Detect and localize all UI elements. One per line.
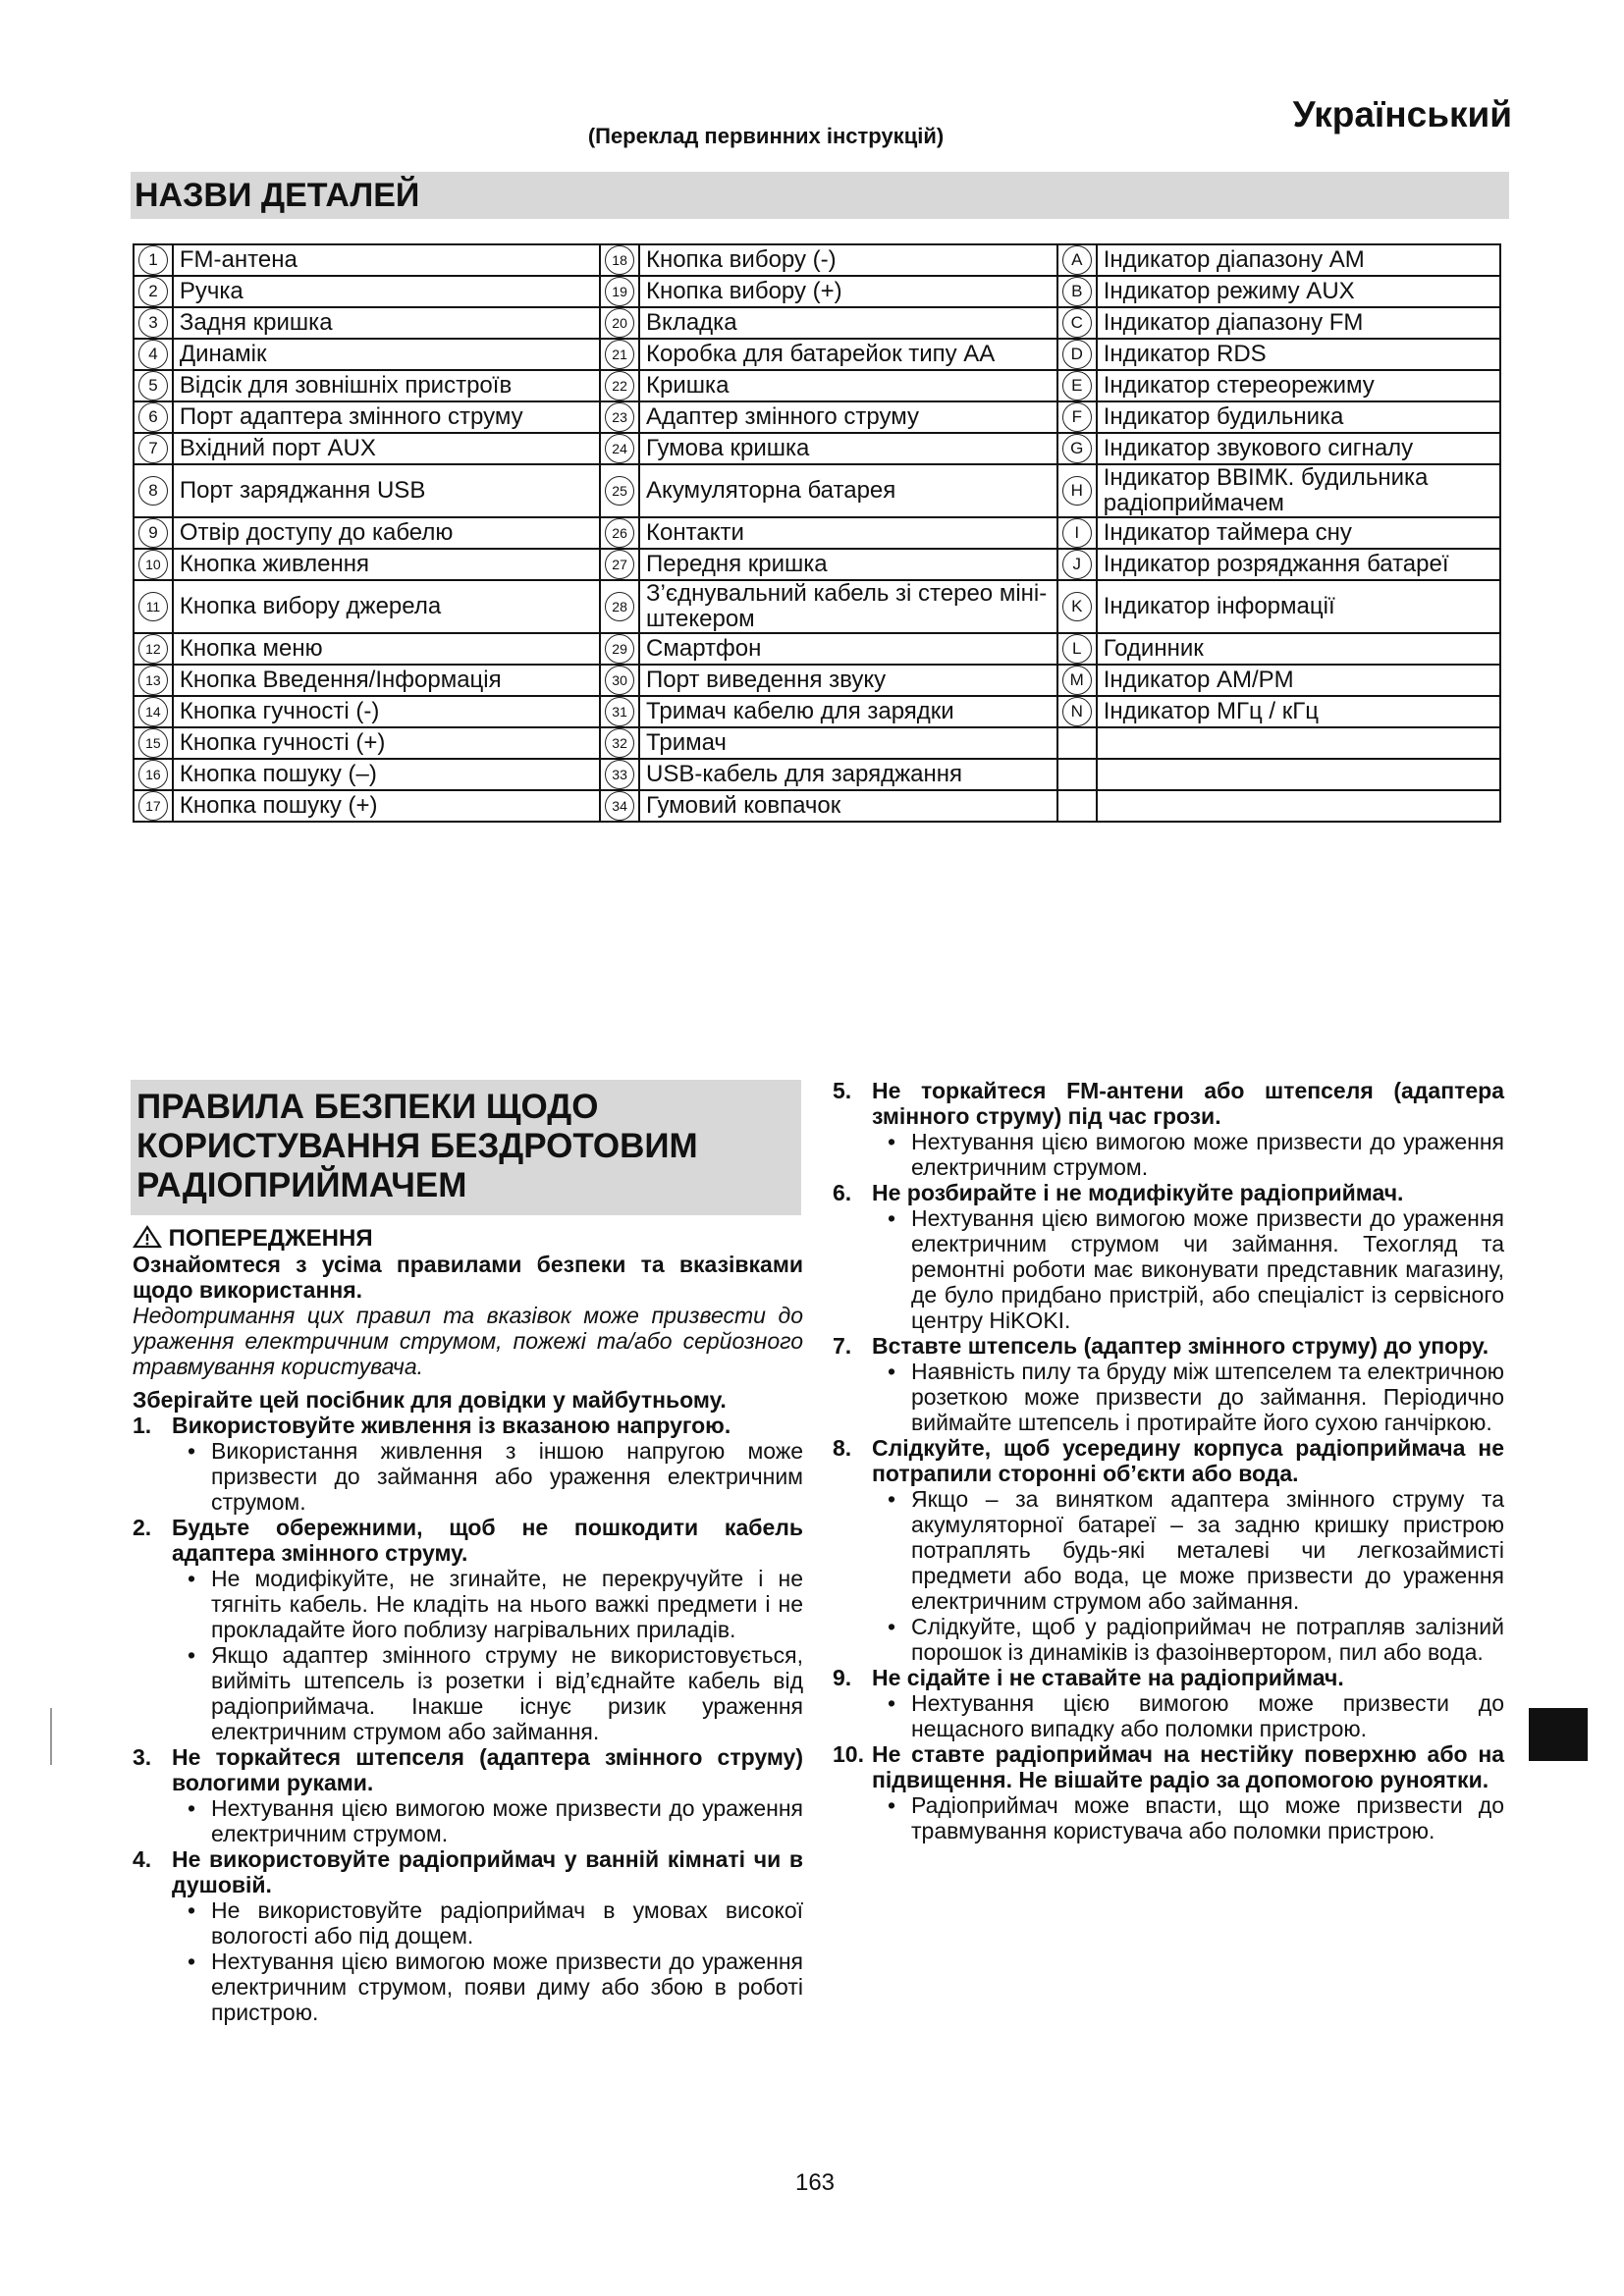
part-name-cell: Кнопка вибору (-) [639, 244, 1057, 276]
part-number-cell [134, 696, 173, 727]
part-name-cell [1097, 727, 1500, 759]
part-name-cell: Кнопка меню [173, 633, 600, 665]
circled-number: 27 [605, 550, 634, 579]
part-number-cell [134, 401, 173, 433]
circled-number: 4 [138, 340, 168, 369]
item-number: 2. [133, 1515, 152, 1540]
part-number-cell [600, 580, 639, 633]
part-number-cell [134, 517, 173, 549]
part-number-cell [134, 307, 173, 339]
part-number-cell [600, 633, 639, 665]
part-name-cell: З’єднувальний кабель зі стерео міні-штекером [639, 580, 1057, 633]
part-name-cell: Кнопка гучності (-) [173, 696, 600, 727]
intro-bold: Ознайомтеся з усіма правилами безпеки та вказівками щодо використання. [133, 1252, 803, 1303]
part-name-cell: Індикатор діапазону FM [1097, 307, 1500, 339]
circled-number: 15 [138, 728, 168, 758]
circled-number: 3 [138, 308, 168, 338]
part-number-cell [600, 244, 639, 276]
part-name-cell: Кнопка Введення/Інформація [173, 665, 600, 696]
part-number-cell [1057, 696, 1097, 727]
part-number-cell [1057, 665, 1097, 696]
part-name-cell: Кнопка вибору (+) [639, 276, 1057, 307]
part-name-cell: Кришка [639, 370, 1057, 401]
circled-number: 32 [605, 728, 634, 758]
item-title: Не торкайтеся штепселя (адаптера змінного струму) вологими руками. [172, 1744, 803, 1795]
item-bullet: • Нехтування цією вимогою може призвести до нещасного випадку або поломки пристрою. [887, 1690, 1504, 1741]
circled-number: 33 [605, 760, 634, 789]
parts-row [134, 580, 1500, 633]
item-title: Вставте штепсель (адаптер змінного струму) до упору. [872, 1333, 1489, 1359]
circled-number: 14 [138, 697, 168, 726]
edge-tab-marker [1529, 1708, 1588, 1761]
part-number-cell [1057, 401, 1097, 433]
margin-mark [50, 1708, 52, 1765]
circled-number: 2 [138, 277, 168, 306]
part-name-cell: Годинник [1097, 633, 1500, 665]
parts-section-heading: НАЗВИ ДЕТАЛЕЙ [131, 172, 1509, 219]
circled-number: 13 [138, 666, 168, 695]
parts-row [134, 276, 1500, 307]
part-number-cell [600, 464, 639, 517]
safety-title-line: КОРИСТУВАННЯ БЕЗДРОТОВИМ [136, 1127, 698, 1165]
part-number-cell [600, 433, 639, 464]
part-name-cell: Індикатор AM/PM [1097, 665, 1500, 696]
item-title: Не використовуйте радіоприймач у ванній кімнаті чи в душовій. [172, 1846, 803, 1897]
item-number: 9. [833, 1665, 852, 1690]
safety-left-column [133, 1225, 803, 2025]
part-name-cell: Гумова кришка [639, 433, 1057, 464]
part-name-cell: Смартфон [639, 633, 1057, 665]
circled-number: 7 [138, 434, 168, 463]
safety-title-line: ПРАВИЛА БЕЗПЕКИ ЩОДО [136, 1088, 599, 1126]
parts-row [134, 433, 1500, 464]
part-name-cell: Порт заряджання USB [173, 464, 600, 517]
circled-number: 12 [138, 634, 168, 664]
circled-number: 16 [138, 760, 168, 789]
parts-row [134, 517, 1500, 549]
part-number-cell [134, 633, 173, 665]
part-name-cell: Відсік для зовнішніх пристроїв [173, 370, 600, 401]
circled-number: 26 [605, 518, 634, 548]
circled-number: 34 [605, 791, 634, 821]
part-name-cell: Отвір доступу до кабелю [173, 517, 600, 549]
item-bullet: • Слідкуйте, щоб у радіоприймач не потрапляв залізний порошок із динаміків із фазоінвертором, пил або вода. [887, 1614, 1504, 1665]
item-bullet: • Нехтування цією вимогою може призвести до ураження електричним струмом чи займання. Техогляд та ремонтні роботи має виконувати представник магазину, де було придбано пристрій, або спеціаліст із сервісного центру HiKOKI. [887, 1205, 1504, 1333]
part-name-cell: Індикатор діапазону AM [1097, 244, 1500, 276]
circled-number: 17 [138, 791, 168, 821]
circled-number: C [1062, 308, 1092, 338]
circled-number: 10 [138, 550, 168, 579]
part-name-cell: Індикатор RDS [1097, 339, 1500, 370]
part-name-cell: Адаптер змінного струму [639, 401, 1057, 433]
part-name-cell [1097, 790, 1500, 822]
part-name-cell: Індикатор будильника [1097, 401, 1500, 433]
item-bullet: • Наявність пилу та бруду між штепселем та електричною розеткою може призвести до займання. Періодично виймайте штепсель і протирайте його сухою ганчіркою. [887, 1359, 1504, 1435]
circled-number: 31 [605, 697, 634, 726]
part-number-cell [1057, 790, 1097, 822]
part-number-cell [134, 433, 173, 464]
part-number-cell [134, 790, 173, 822]
part-number-cell [1057, 727, 1097, 759]
circled-number: 20 [605, 308, 634, 338]
circled-number: I [1062, 518, 1092, 548]
part-number-cell [134, 339, 173, 370]
circled-number: M [1062, 666, 1092, 695]
part-number-cell [1057, 517, 1097, 549]
item-number: 5. [833, 1078, 852, 1103]
part-number-cell [1057, 244, 1097, 276]
safety-item [133, 1846, 803, 2025]
circled-number: 19 [605, 277, 634, 306]
circled-number: 1 [138, 245, 168, 275]
part-number-cell [134, 370, 173, 401]
safety-title-line: РАДІОПРИЙМАЧЕМ [136, 1166, 467, 1204]
item-bullet: • Нехтування цією вимогою може призвести до ураження електричним струмом. [887, 1129, 1504, 1180]
keep-manual-note: Зберігайте цей посібник для довідки у майбутньому. [133, 1387, 727, 1413]
circled-number: H [1062, 476, 1092, 506]
parts-row [134, 727, 1500, 759]
part-number-cell [1057, 339, 1097, 370]
circled-number: G [1062, 434, 1092, 463]
circled-number: D [1062, 340, 1092, 369]
safety-item [833, 1741, 1504, 1843]
parts-row [134, 307, 1500, 339]
circled-number: K [1062, 592, 1092, 621]
part-number-cell [600, 665, 639, 696]
part-number-cell [600, 339, 639, 370]
part-name-cell: Індикатор таймера сну [1097, 517, 1500, 549]
item-number: 4. [133, 1846, 152, 1872]
safety-item [833, 1078, 1504, 1180]
part-name-cell: Вкладка [639, 307, 1057, 339]
warning-triangle-icon [133, 1225, 162, 1249]
circled-number: 8 [138, 476, 168, 506]
parts-row [134, 549, 1500, 580]
part-name-cell: Індикатор розряджання батареї [1097, 549, 1500, 580]
part-number-cell [1057, 633, 1097, 665]
part-number-cell [600, 276, 639, 307]
safety-section-heading [131, 1080, 801, 1215]
part-name-cell: Задня кришка [173, 307, 600, 339]
part-number-cell [600, 307, 639, 339]
item-title: Не торкайтеся FM-антени або штепселя (адаптера змінного струму) під час грози. [872, 1078, 1504, 1129]
item-bullet: • Нехтування цією вимогою може призвести до ураження електричним струмом. [187, 1795, 803, 1846]
item-title: Використовуйте живлення із вказаною напругою. [172, 1413, 731, 1438]
parts-row [134, 339, 1500, 370]
parts-row [134, 696, 1500, 727]
part-name-cell: Порт адаптера змінного струму [173, 401, 600, 433]
parts-row [134, 790, 1500, 822]
part-number-cell [600, 696, 639, 727]
circled-number: 18 [605, 245, 634, 275]
intro-italic: Недотримання цих правил та вказівок може призвести до ураження електричним струмом, пожежі та/або серйозного травмування користувача. [133, 1303, 803, 1379]
circled-number: B [1062, 277, 1092, 306]
part-name-cell: Коробка для батарейок типу AA [639, 339, 1057, 370]
part-number-cell [134, 727, 173, 759]
part-name-cell: Кнопка пошуку (+) [173, 790, 600, 822]
part-number-cell [134, 549, 173, 580]
parts-row [134, 401, 1500, 433]
circled-number: J [1062, 550, 1092, 579]
part-number-cell [1057, 549, 1097, 580]
part-name-cell: FM-антена [173, 244, 600, 276]
safety-item [133, 1515, 803, 1744]
part-number-cell [134, 464, 173, 517]
part-name-cell: Кнопка живлення [173, 549, 600, 580]
circled-number: 25 [605, 476, 634, 506]
circled-number: E [1062, 371, 1092, 400]
part-name-cell: Динамік [173, 339, 600, 370]
circled-number: 21 [605, 340, 634, 369]
item-number: 1. [133, 1413, 152, 1438]
part-name-cell: Гумовий ковпачок [639, 790, 1057, 822]
parts-row [134, 633, 1500, 665]
part-number-cell [600, 401, 639, 433]
safety-item [833, 1665, 1504, 1741]
item-number: 8. [833, 1435, 852, 1461]
circled-number: 5 [138, 371, 168, 400]
part-name-cell: Індикатор звукового сигналу [1097, 433, 1500, 464]
item-number: 7. [833, 1333, 852, 1359]
part-name-cell: Індикатор інформації [1097, 580, 1500, 633]
part-number-cell [600, 370, 639, 401]
part-name-cell: Порт виведення звуку [639, 665, 1057, 696]
item-bullet: • Радіоприймач може впасти, що може призвести до травмування користувача або поломки пристрою. [887, 1792, 1504, 1843]
safety-item [833, 1435, 1504, 1665]
part-name-cell: USB-кабель для заряджання [639, 759, 1057, 790]
part-name-cell: Ручка [173, 276, 600, 307]
circled-number: 29 [605, 634, 634, 664]
circled-number: 23 [605, 402, 634, 432]
part-name-cell: Тримач кабелю для зарядки [639, 696, 1057, 727]
part-name-cell: Кнопка гучності (+) [173, 727, 600, 759]
item-number: 10. [833, 1741, 864, 1767]
part-number-cell [134, 580, 173, 633]
item-bullet: • Нехтування цією вимогою може призвести до ураження електричним струмом, появи диму або збою в роботі пристрою. [187, 1949, 803, 2025]
parts-row [134, 665, 1500, 696]
item-bullet: • Якщо – за винятком адаптера змінного струму та акумуляторної батареї – за задню кришку пристрою потраплять будь-які металеві чи легкозаймисті предмети або вода, це може призвести до ураження електричним струмом або займання. [887, 1486, 1504, 1614]
part-number-cell [1057, 433, 1097, 464]
circled-number: N [1062, 697, 1092, 726]
translation-subtitle: (Переклад первинних інструкцій) [587, 124, 945, 148]
part-number-cell [1057, 307, 1097, 339]
item-title: Не ставте радіоприймач на нестійку поверхню або на підвищення. Не вішайте радіо за допомогою руноятки. [872, 1741, 1504, 1792]
part-name-cell: Тримач [639, 727, 1057, 759]
part-name-cell: Кнопка вибору джерела [173, 580, 600, 633]
circled-number: 24 [605, 434, 634, 463]
safety-item [833, 1333, 1504, 1435]
item-bullet: • Якщо адаптер змінного струму не використовується, вийміть штепсель із розетки і від’єднайте кабель від радіоприймача. Інакше існує ризик ураження електричним струмом або займання. [187, 1642, 803, 1744]
safety-item [133, 1413, 803, 1515]
item-bullet: • Не використовуйте радіоприймач в умовах високої вологості або під дощем. [187, 1897, 803, 1949]
part-number-cell [134, 665, 173, 696]
item-title: Будьте обережними, щоб не пошкодити кабель адаптера змінного струму. [172, 1515, 803, 1566]
part-name-cell: Індикатор ВВІМК. будильника радіоприймачем [1097, 464, 1500, 517]
warning-heading [133, 1225, 803, 1252]
part-number-cell [600, 549, 639, 580]
part-number-cell [134, 244, 173, 276]
language-title: Український [1292, 94, 1512, 134]
circled-number: F [1062, 402, 1092, 432]
item-bullet: • Використання живлення з іншою напругою може призвести до займання або ураження електричним струмом. [187, 1438, 803, 1515]
part-number-cell [134, 759, 173, 790]
item-title: Не сідайте і не ставайте на радіоприймач. [872, 1665, 1344, 1690]
part-number-cell [600, 759, 639, 790]
warning-label: ПОПЕРЕДЖЕННЯ [168, 1225, 373, 1252]
part-name-cell [1097, 759, 1500, 790]
circled-number: 9 [138, 518, 168, 548]
item-title: Не розбирайте і не модифікуйте радіоприймач. [872, 1180, 1404, 1205]
circled-number: 6 [138, 402, 168, 432]
part-name-cell: Кнопка пошуку (–) [173, 759, 600, 790]
circled-number: 30 [605, 666, 634, 695]
part-number-cell [1057, 276, 1097, 307]
parts-row [134, 464, 1500, 517]
circled-number: 11 [138, 592, 168, 621]
safety-item [133, 1744, 803, 1846]
part-number-cell [1057, 580, 1097, 633]
part-name-cell: Вхідний порт AUX [173, 433, 600, 464]
circled-number: A [1062, 245, 1092, 275]
item-title: Слідкуйте, щоб усередину корпуса радіоприймача не потрапили сторонні об’єкти або вода. [872, 1435, 1504, 1486]
part-number-cell [1057, 464, 1097, 517]
item-number: 6. [833, 1180, 852, 1205]
part-name-cell: Індикатор стереорежиму [1097, 370, 1500, 401]
part-number-cell [1057, 370, 1097, 401]
part-name-cell: Індикатор режиму AUX [1097, 276, 1500, 307]
circled-number: 22 [605, 371, 634, 400]
part-number-cell [600, 517, 639, 549]
part-name-cell: Контакти [639, 517, 1057, 549]
part-name-cell: Акумуляторна батарея [639, 464, 1057, 517]
part-name-cell: Індикатор МГц / кГц [1097, 696, 1500, 727]
safety-right-column [833, 1078, 1504, 1843]
circled-number: 28 [605, 592, 634, 621]
item-number: 3. [133, 1744, 152, 1770]
part-number-cell [600, 790, 639, 822]
parts-row [134, 370, 1500, 401]
parts-table [133, 243, 1501, 823]
item-bullet: • Не модифікуйте, не згинайте, не перекручуйте і не тягніть кабель. Не кладіть на нього важкі предмети і не прокладайте його поблизу нагрівальних приладів. [187, 1566, 803, 1642]
parts-row [134, 759, 1500, 790]
safety-item [833, 1180, 1504, 1333]
part-number-cell [1057, 759, 1097, 790]
part-number-cell [600, 727, 639, 759]
part-number-cell [134, 276, 173, 307]
parts-row [134, 244, 1500, 276]
part-name-cell: Передня кришка [639, 549, 1057, 580]
page-number: 163 [794, 2169, 836, 2196]
circled-number: L [1062, 634, 1092, 664]
